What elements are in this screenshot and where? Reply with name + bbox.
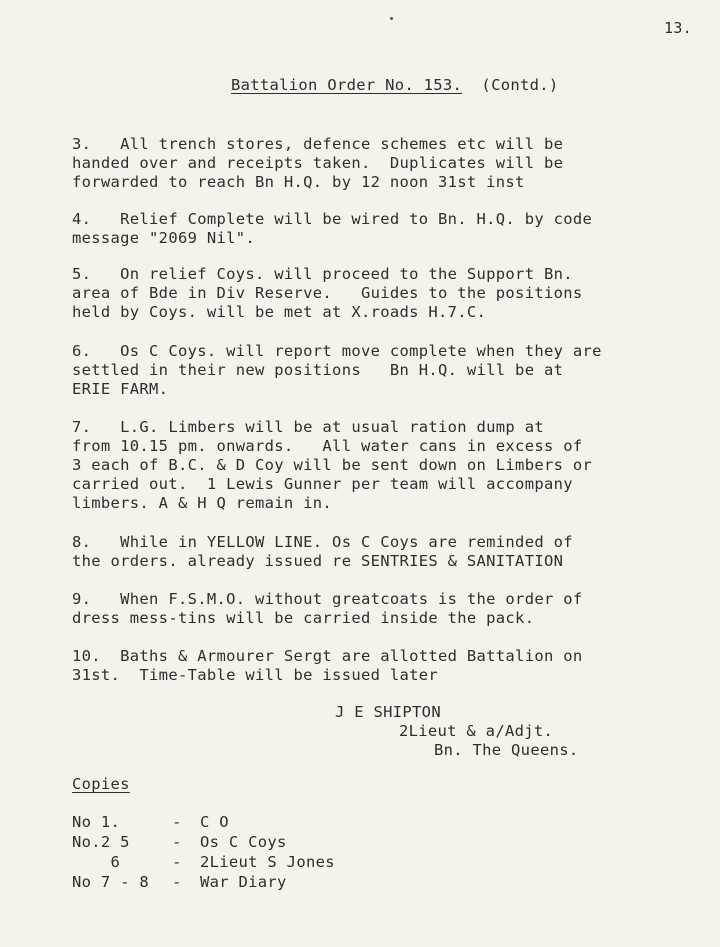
list-item xyxy=(72,852,335,872)
signatory-rank: 2Lieut & a/Adjt. xyxy=(399,722,554,740)
list-item xyxy=(72,832,335,852)
paragraph-line: message "2069 Nil". xyxy=(72,229,256,247)
paragraph-4 xyxy=(72,210,712,248)
page-number: 13. xyxy=(664,19,692,37)
paragraph-line: 8. While in YELLOW LINE. Os C Coys are reminded of xyxy=(72,533,573,551)
copy-recipient: Os C Coys xyxy=(200,833,287,851)
copy-recipient: War Diary xyxy=(200,873,287,891)
list-item xyxy=(72,872,335,892)
paragraph-line: handed over and receipts taken. Duplicates will be xyxy=(72,154,564,172)
copy-dash: - xyxy=(172,833,182,851)
paragraph-line: from 10.15 pm. onwards. All water cans in excess of xyxy=(72,437,583,455)
paragraph-line: 9. When F.S.M.O. without greatcoats is the order of xyxy=(72,590,583,608)
copy-number: No 1. xyxy=(72,813,121,831)
signature-block xyxy=(335,703,578,760)
order-title: Battalion Order No. 153. xyxy=(231,76,463,94)
copies-heading: Copies xyxy=(72,775,130,793)
paragraph-3 xyxy=(72,135,712,192)
copy-recipient: 2Lieut S Jones xyxy=(200,853,335,871)
copy-dash: - xyxy=(172,853,182,871)
copy-number: 6 xyxy=(72,853,121,871)
copy-dash: - xyxy=(172,873,182,891)
paragraph-line: ERIE FARM. xyxy=(72,380,169,398)
paragraph-line: 4. Relief Complete will be wired to Bn. H.Q. by code xyxy=(72,210,593,228)
paragraph-line: 7. L.G. Limbers will be at usual ration dump at xyxy=(72,418,544,436)
order-title-suffix: (Contd.) xyxy=(462,76,559,94)
paragraph-line: 31st. Time-Table will be issued later xyxy=(72,666,439,684)
signatory-unit: Bn. The Queens. xyxy=(434,741,579,759)
copy-number: No.2 5 xyxy=(72,833,130,851)
paragraph-10 xyxy=(72,647,712,685)
paragraph-line: carried out. 1 Lewis Gunner per team will accompany xyxy=(72,475,573,493)
paragraph-8 xyxy=(72,533,712,571)
paragraph-line: forwarded to reach Bn H.Q. by 12 noon 31st inst xyxy=(72,173,525,191)
paragraph-line: 5. On relief Coys. will proceed to the Support Bn. xyxy=(72,265,573,283)
paragraph-line: limbers. A & H Q remain in. xyxy=(72,494,333,512)
paragraph-line: 3. All trench stores, defence schemes etc will be xyxy=(72,135,564,153)
paragraph-line: the orders. already issued re SENTRIES & SANITATION xyxy=(72,552,564,570)
signatory-name: J E SHIPTON xyxy=(335,703,441,721)
copy-dash: - xyxy=(172,813,182,831)
paragraph-6 xyxy=(72,342,712,399)
paragraph-line: area of Bde in Div Reserve. Guides to the positions xyxy=(72,284,583,302)
paragraph-line: settled in their new positions Bn H.Q. will be at xyxy=(72,361,564,379)
paragraph-line: held by Coys. will be met at X.roads H.7.C. xyxy=(72,303,487,321)
paragraph-5 xyxy=(72,265,712,322)
copy-number: No 7 - 8 xyxy=(72,873,150,891)
paragraph-9 xyxy=(72,590,712,628)
ink-dot xyxy=(390,17,393,20)
paragraph-7 xyxy=(72,418,712,513)
order-heading xyxy=(231,76,559,94)
list-item xyxy=(72,812,335,832)
copy-recipient: C O xyxy=(200,813,229,831)
paragraph-line: 6. Os C Coys. will report move complete when they are xyxy=(72,342,602,360)
paragraph-line: 3 each of B.C. & D Coy will be sent down on Limbers or xyxy=(72,456,593,474)
paragraph-line: dress mess-tins will be carried inside the pack. xyxy=(72,609,535,627)
paragraph-line: 10. Baths & Armourer Sergt are allotted Battalion on xyxy=(72,647,583,665)
copies-list xyxy=(72,812,335,892)
